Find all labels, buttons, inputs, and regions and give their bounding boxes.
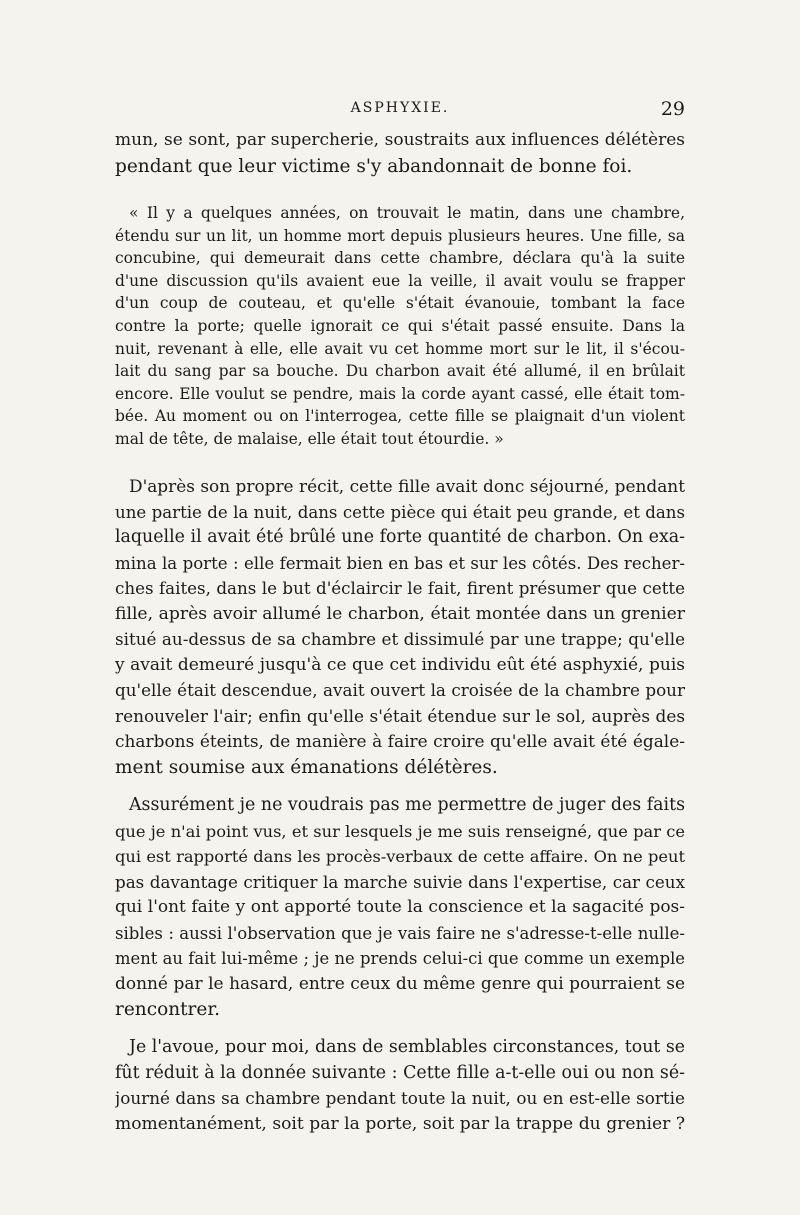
text-line: sibles : aussi l'observation que je vais faire ne s'adresse-t-elle nulle-	[115, 923, 685, 943]
text-line: ment au fait lui-même ; je ne prends celui-ci que comme un exemple	[115, 949, 685, 968]
text-line: rencontrer.	[115, 999, 221, 1020]
paragraph-continuation	[115, 128, 685, 179]
page-number: 29	[660, 98, 685, 120]
text-line: d'un coup de couteau, et qu'elle s'était évanouie, tombant la face	[115, 294, 685, 313]
text-line: mun, se sont, par supercherie, soustraits aux influences délétères	[115, 130, 685, 150]
text-line: pas davantage critiquer la marche suivie dans l'expertise, car ceux	[115, 871, 685, 892]
text-line: étendu sur un lit, un homme mort depuis plusieurs heures. Une fille, sa	[115, 226, 685, 245]
text-line: d'une discussion qu'ils avaient eue la veille, il avait voulu se frapper	[115, 271, 685, 290]
text-line: journé dans sa chambre pendant toute la nuit, ou en est-elle sortie	[115, 1088, 685, 1108]
text-line: lait du sang par sa bouche. Du charbon avait été allumé, il en brûlait	[115, 362, 685, 381]
text-line: situé au-dessus de sa chambre et dissimulé par une trappe; qu'elle	[115, 629, 685, 649]
running-title: ASPHYXIE.	[350, 100, 450, 116]
text-line: contre la porte; quelle ignorait ce qui s'était passé ensuite. Dans la	[115, 316, 685, 335]
text-line: y avait demeuré jusqu'à ce que cet individu eût été asphyxié, puis	[115, 654, 685, 675]
text-line: que je n'ai point vus, et sur lesquels je me suis renseigné, que par ce	[115, 821, 685, 841]
text-line: ches faites, dans le but d'éclaircir le fait, firent présumer que cette	[115, 578, 685, 598]
text-line: qu'elle était descendue, avait ouvert la croisée de la chambre pour	[115, 680, 685, 700]
text-line: encore. Elle voulut se pendre, mais la corde ayant cassé, elle était tom-	[115, 384, 685, 403]
paragraph	[115, 793, 685, 1023]
text-line: laquelle il avait été brûlé une forte quantité de charbon. On exa-	[115, 527, 685, 547]
text-line: concubine, qui demeurait dans cette chambre, déclara qu'à la suite	[115, 249, 685, 268]
running-head	[115, 98, 685, 120]
text-line: Je l'avoue, pour moi, dans de semblables circonstances, tout se	[129, 1037, 685, 1057]
text-line: bée. Au moment ou on l'interrogea, cette fille se plaignait d'un violent	[115, 407, 685, 426]
text-line: Assurément je ne voudrais pas me permettre de juger des faits	[129, 795, 685, 815]
text-line: mina la porte : elle fermait bien en bas et sur les côtés. Des recher-	[115, 553, 685, 573]
text-line: fille, après avoir allumé le charbon, était montée dans un grenier	[115, 603, 685, 624]
text-line: donné par le hasard, entre ceux du même genre qui pourraient se	[115, 973, 685, 994]
text-line: ment soumise aux émanations délétères.	[115, 756, 498, 778]
text-line: mal de tête, de malaise, elle était tout étourdie. »	[115, 429, 504, 448]
text-line: fût réduit à la donnée suivante : Cette fille a-t-elle oui ou non sé-	[115, 1062, 685, 1083]
text-line: pendant que leur victime s'y abandonnait de bonne foi.	[115, 155, 633, 177]
text-line: « Il y a quelques années, on trouvait le matin, dans une chambre,	[129, 204, 685, 222]
text-line: qui l'ont faite y ont apporté toute la conscience et la sagacité pos-	[115, 897, 685, 917]
text-line: renouveler l'air; enfin qu'elle s'était étendue sur le sol, auprès des	[115, 705, 685, 726]
quoted-block	[115, 202, 685, 451]
text-line: momentanément, soit par la porte, soit par la trappe du grenier ?	[115, 1113, 685, 1134]
paragraph	[115, 474, 685, 780]
text-line: qui est rapporté dans les procès-verbaux de cette affaire. On ne peut	[115, 847, 685, 866]
paragraph	[115, 1035, 685, 1137]
text-line: nuit, revenant à elle, elle avait vu cet homme mort sur le lit, il s'écou-	[115, 339, 685, 358]
text-line: D'après son propre récit, cette fille avait donc séjourné, pendant	[129, 476, 685, 496]
text-line: une partie de la nuit, dans cette pièce qui était peu grande, et dans	[115, 502, 685, 522]
text-line: charbons éteints, de manière à faire croire qu'elle avait été égale-	[115, 731, 685, 751]
